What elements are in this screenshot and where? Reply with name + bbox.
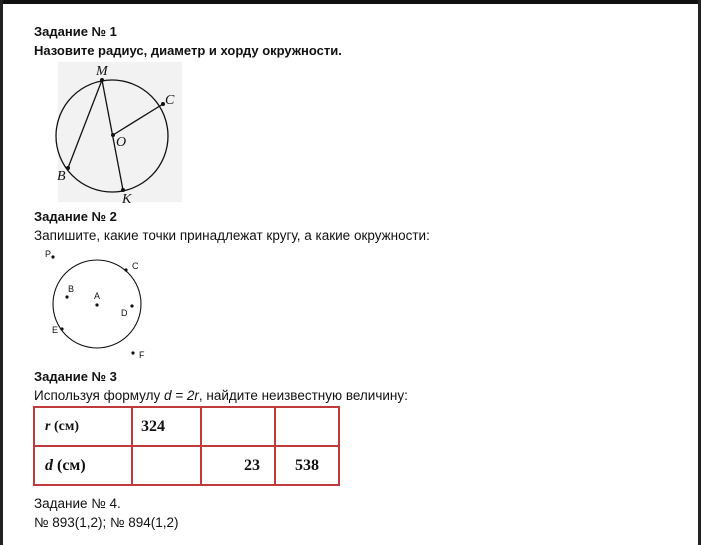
label-b: B xyxy=(57,169,66,184)
figure-background xyxy=(58,62,182,202)
point-b xyxy=(66,166,70,170)
task1-question: Назовите радиус, диаметр и хорду окружности. xyxy=(34,43,342,58)
question-prefix: Используя формулу xyxy=(34,388,164,403)
table-cell: 538 xyxy=(275,446,339,485)
label-b2: B xyxy=(68,284,75,294)
formula: d = 2r xyxy=(163,388,199,403)
task2-question: Запишите, какие точки принадлежат кругу, а какие окружности: xyxy=(34,228,430,243)
var-r: r xyxy=(45,418,51,434)
table-cell: 23 xyxy=(201,446,275,485)
label-o: O xyxy=(116,135,127,150)
task1-title: Задание № 1 xyxy=(34,24,117,39)
table-row-r xyxy=(34,407,339,446)
label-c: C xyxy=(165,93,175,108)
label-k: K xyxy=(122,192,132,207)
question-suffix: , найдите неизвестную величину: xyxy=(198,388,408,403)
task3-question xyxy=(34,388,408,403)
table-cell xyxy=(132,446,201,485)
label-d: D xyxy=(121,308,128,318)
task4-title: Задание № 4. xyxy=(34,496,121,511)
label-m: M xyxy=(96,64,108,79)
point-b2 xyxy=(65,295,68,298)
task2-title: Задание № 2 xyxy=(34,209,117,224)
point-f xyxy=(131,351,134,354)
point-d xyxy=(130,304,133,307)
point-a xyxy=(95,303,98,306)
point-o xyxy=(111,133,115,137)
values-table xyxy=(33,406,340,486)
row-header-d xyxy=(34,446,132,485)
table-cell: 324 xyxy=(132,407,201,446)
row-header-r xyxy=(34,407,132,446)
label-e: E xyxy=(52,325,59,335)
table-row-d xyxy=(34,446,339,485)
table-cell xyxy=(275,407,339,446)
task4-text: № 893(1,2); № 894(1,2) xyxy=(34,515,179,530)
unit-d: (см) xyxy=(53,456,86,474)
label-p: P xyxy=(45,249,52,259)
table-cell xyxy=(201,407,275,446)
point-p xyxy=(51,255,54,258)
unit-r: (см) xyxy=(50,418,80,434)
label-f: F xyxy=(139,350,145,360)
point-e xyxy=(60,327,63,330)
label-a: A xyxy=(94,291,101,301)
label-c2: C xyxy=(132,261,139,271)
var-d: d xyxy=(45,456,53,474)
point-c2 xyxy=(124,268,127,271)
task3-title: Задание № 3 xyxy=(34,369,117,384)
